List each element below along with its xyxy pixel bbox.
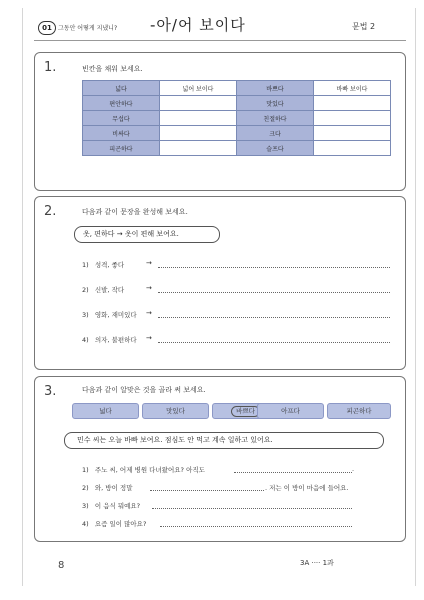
table-answer-cell[interactable] xyxy=(314,111,391,126)
table-answer-cell[interactable] xyxy=(160,141,237,156)
answer-line[interactable] xyxy=(234,472,352,473)
item-number: 2) xyxy=(82,286,89,294)
table-word: 무섭다 xyxy=(83,111,160,126)
section-label: 문법 2 xyxy=(352,22,376,31)
table-answer-cell[interactable] xyxy=(160,126,237,141)
word-option[interactable]: 맛있다 xyxy=(142,403,209,419)
period-mark: . xyxy=(352,465,355,473)
item-text: 요즘 일이 많아요? xyxy=(94,520,147,528)
question-2-instruction: 다음과 같이 문장을 완성해 보세요. xyxy=(82,208,188,216)
item-text: 와, 방이 정말 xyxy=(94,484,133,492)
table-word: 피곤하다 xyxy=(83,141,160,156)
table-word: 친절하다 xyxy=(237,111,314,126)
table-answer-cell[interactable] xyxy=(314,96,391,111)
exercise-item xyxy=(82,501,140,510)
answer-line[interactable] xyxy=(150,490,264,491)
exercise-item xyxy=(82,285,124,294)
table-word: 비싸다 xyxy=(83,126,160,141)
table-answer-cell[interactable]: 바빠 보이다 xyxy=(314,81,391,96)
item-text: 이 음식 뭐예요? xyxy=(94,502,141,510)
item-number: 4) xyxy=(82,336,89,344)
circle-mark: 바쁘다 xyxy=(231,406,260,417)
table-row xyxy=(83,111,391,126)
item-number: 4) xyxy=(82,520,89,528)
item-number: 3) xyxy=(82,311,89,319)
table-row xyxy=(83,126,391,141)
table-word: 바쁘다 xyxy=(237,81,314,96)
item-prompt: 신발, 작다 xyxy=(94,286,125,294)
answer-line[interactable] xyxy=(158,342,390,343)
table-row xyxy=(83,96,391,111)
answer-line[interactable] xyxy=(152,508,352,509)
table-answer-cell[interactable] xyxy=(160,96,237,111)
arrow-icon: → xyxy=(146,284,152,292)
example-bubble: 옷, 편하다 → 옷이 편해 보여요. xyxy=(74,226,220,243)
item-prompt: 영화, 재미있다 xyxy=(94,311,137,319)
question-3-box xyxy=(34,376,406,542)
header-divider xyxy=(34,40,406,41)
word-option[interactable]: 넓다 xyxy=(72,403,139,419)
page-title: -아/어 보이다 xyxy=(150,16,246,34)
exercise-item xyxy=(82,260,124,269)
exercise-item xyxy=(82,483,132,492)
arrow-icon: → xyxy=(146,334,152,342)
chapter-subtitle: 그동안 어떻게 지냈니? xyxy=(58,25,118,32)
table-answer-cell[interactable] xyxy=(314,141,391,156)
question-1-number: 1. xyxy=(44,60,57,75)
arrow-icon: → xyxy=(146,259,152,267)
fill-table xyxy=(82,80,391,156)
item-prompt: 의자, 불편하다 xyxy=(94,336,137,344)
item-text-after: . 저는 이 방이 마음에 들어요. xyxy=(265,484,349,492)
table-row xyxy=(83,81,391,96)
item-number: 1) xyxy=(82,261,89,269)
chapter-badge: 01 xyxy=(38,21,56,35)
table-row xyxy=(83,141,391,156)
word-option[interactable]: 아프다 xyxy=(257,403,324,419)
table-word: 슬프다 xyxy=(237,141,314,156)
item-number: 3) xyxy=(82,502,89,510)
table-answer-cell[interactable] xyxy=(314,126,391,141)
answer-line[interactable] xyxy=(160,526,352,527)
answer-line[interactable] xyxy=(158,317,390,318)
question-2-number: 2. xyxy=(44,204,57,219)
answer-line[interactable] xyxy=(158,267,390,268)
item-number: 2) xyxy=(82,484,89,492)
item-number: 1) xyxy=(82,466,89,474)
lesson-label: 3A ···· 1과 xyxy=(300,559,334,567)
table-answer-cell[interactable] xyxy=(160,111,237,126)
answer-line[interactable] xyxy=(158,292,390,293)
question-3-number: 3. xyxy=(44,384,57,399)
table-word: 크다 xyxy=(237,126,314,141)
question-3-instruction: 다음과 같이 알맞은 것을 골라 써 보세요. xyxy=(82,386,206,394)
arrow-icon: → xyxy=(146,309,152,317)
question-1-instruction: 빈칸을 채워 보세요. xyxy=(82,65,143,73)
example-bubble: 민수 씨는 오늘 바빠 보여요. 점심도 안 먹고 계속 일하고 있어요. xyxy=(64,432,384,449)
table-answer-cell[interactable]: 넓어 보이다 xyxy=(160,81,237,96)
table-word: 넓다 xyxy=(83,81,160,96)
exercise-item xyxy=(82,519,146,528)
exercise-item xyxy=(82,310,137,319)
exercise-item xyxy=(82,335,137,344)
table-word: 맛있다 xyxy=(237,96,314,111)
table-word: 편안하다 xyxy=(83,96,160,111)
item-text: 주노 씨, 어제 병원 다녀왔어요? 아직도 xyxy=(94,466,205,474)
exercise-item xyxy=(82,465,205,474)
page-number: 8 xyxy=(58,560,65,571)
item-prompt: 성격, 좋다 xyxy=(94,261,125,269)
word-option[interactable]: 피곤하다 xyxy=(327,403,391,419)
